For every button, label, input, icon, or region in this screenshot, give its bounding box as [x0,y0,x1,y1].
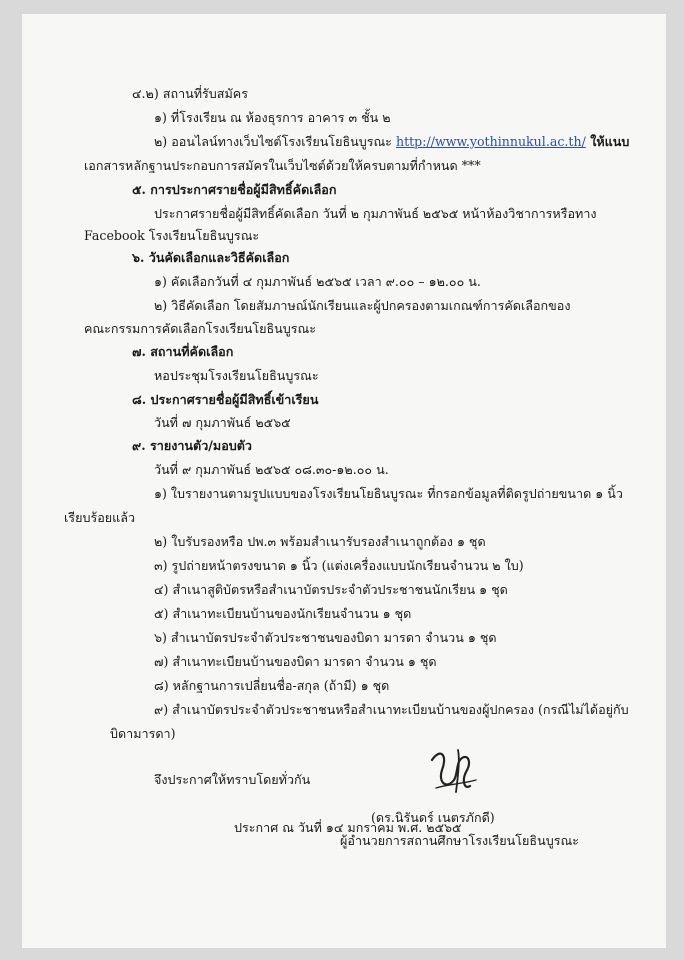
attach-label: ให้แนบ [585,134,630,149]
section-4-2-item-2 [154,133,629,150]
school-website-link[interactable]: http://www.yothinnukul.ac.th/ [395,134,586,149]
section-8-title: ๘. ประกาศรายชื่อผู้มีสิทธิ์เข้าเรียน [132,392,319,407]
section-9-title: ๙. รายงานตัว/มอบตัว [132,438,252,453]
section-9-item-2: ๒) ใบรับรองหรือ ปพ.๓ พร้อมสำเนารับรองสำเนาถูกต้อง ๑ ชุด [154,534,486,549]
section-4-2-item-2-cont: เอกสารหลักฐานประกอบการสมัครในเว็บไซต์ด้วยให้ครบตามที่กำหนด *** [84,158,481,173]
section-9-item-9: ๙) สำเนาบัตรประจำตัวประชาชนหรือสำเนาทะเบียนบ้านของผู้ปกครอง (กรณีไม่ได้อยู่กับ [154,702,629,717]
item-2-text: ๒) ออนไลน์ทางเว็บไซต์โรงเรียนโยธินบูรณะ [154,134,396,149]
section-9-item-1: ๑) ใบรายงานตามรูปแบบของโรงเรียนโยธินบูรณะ ที่กรอกข้อมูลที่ติดรูปถ่ายขนาด ๑ นิ้ว [154,486,623,501]
section-5-title: ๕. การประกาศรายชื่อผู้มีสิทธิ์คัดเลือก [132,182,337,197]
section-9-item-3: ๓) รูปถ่ายหน้าตรงขนาด ๑ นิ้ว (แต่งเครื่องแบบนักเรียนจำนวน ๒ ใบ) [154,558,524,573]
section-4-2-item-1: ๑) ที่โรงเรียน ณ ห้องธุรการ อาคาร ๓ ชั้น ๒ [154,110,391,125]
signer-title: ผู้อำนวยการสถานศึกษาโรงเรียนโยธินบูรณะ [340,833,579,848]
announce-date: ประกาศ ณ วันที่ ๑๔ มกราคม พ.ศ. ๒๕๖๕ [234,820,462,835]
section-9-item-9-cont: บิดามารดา) [110,726,176,741]
section-5-line-1: ประกาศรายชื่อผู้มีสิทธิ์คัดเลือก วันที่ ๒ กุมภาพันธ์ ๒๕๖๕ หน้าห้องวิชาการหรือทาง [154,206,597,221]
section-9-item-7: ๗) สำเนาทะเบียนบ้านของบิดา มารดา จำนวน ๑ ชุด [154,654,437,669]
section-9-date: วันที่ ๙ กุมภาพันธ์ ๒๕๖๕ ๐๘.๓๐-๑๒.๐๐ น. [154,462,389,477]
section-4-2-title: ๔.๒) สถานที่รับสมัคร [132,86,248,101]
section-6-item-1: ๑) คัดเลือกวันที่ ๔ กุมภาพันธ์ ๒๕๖๕ เวลา ๙.๐๐ – ๑๒.๐๐ น. [154,274,481,289]
document-page [22,14,666,948]
signer-name: (ดร.นิรันดร์ เนตรภักดี) [371,810,495,825]
section-8-line: วันที่ ๗ กุมภาพันธ์ ๒๕๖๕ [154,415,291,430]
section-9-item-5: ๕) สำเนาทะเบียนบ้านของนักเรียนจำนวน ๑ ชุด [154,606,412,621]
section-5-line-2: Facebook โรงเรียนโยธินบูรณะ [84,228,260,243]
section-7-line: หอประชุมโรงเรียนโยธินบูรณะ [154,368,319,383]
section-6-title: ๖. วันคัดเลือกและวิธีคัดเลือก [132,250,290,265]
section-9-item-8: ๘) หลักฐานการเปลี่ยนชื่อ-สกุล (ถ้ามี) ๑ ชุด [154,678,390,693]
section-6-item-2: ๒) วิธีคัดเลือก โดยสัมภาษณ์นักเรียนและผู้ปกครองตามเกณฑ์การคัดเลือกของ [154,298,571,313]
closing-text: จึงประกาศให้ทราบโดยทั่วกัน [154,772,311,787]
section-9-item-6: ๖) สำเนาบัตรประจำตัวประชาชนของบิดา มารดา จำนวน ๑ ชุด [154,630,497,645]
section-9-item-4: ๔) สำเนาสูติบัตรหรือสำเนาบัตรประจำตัวประชาชนนักเรียน ๑ ชุด [154,582,508,597]
section-7-title: ๗. สถานที่คัดเลือก [132,344,234,359]
section-6-item-2-cont: คณะกรรมการคัดเลือกโรงเรียนโยธินบูรณะ [84,321,316,336]
section-9-item-1-cont: เรียบร้อยแล้ว [64,510,136,525]
signature-image [422,740,482,800]
